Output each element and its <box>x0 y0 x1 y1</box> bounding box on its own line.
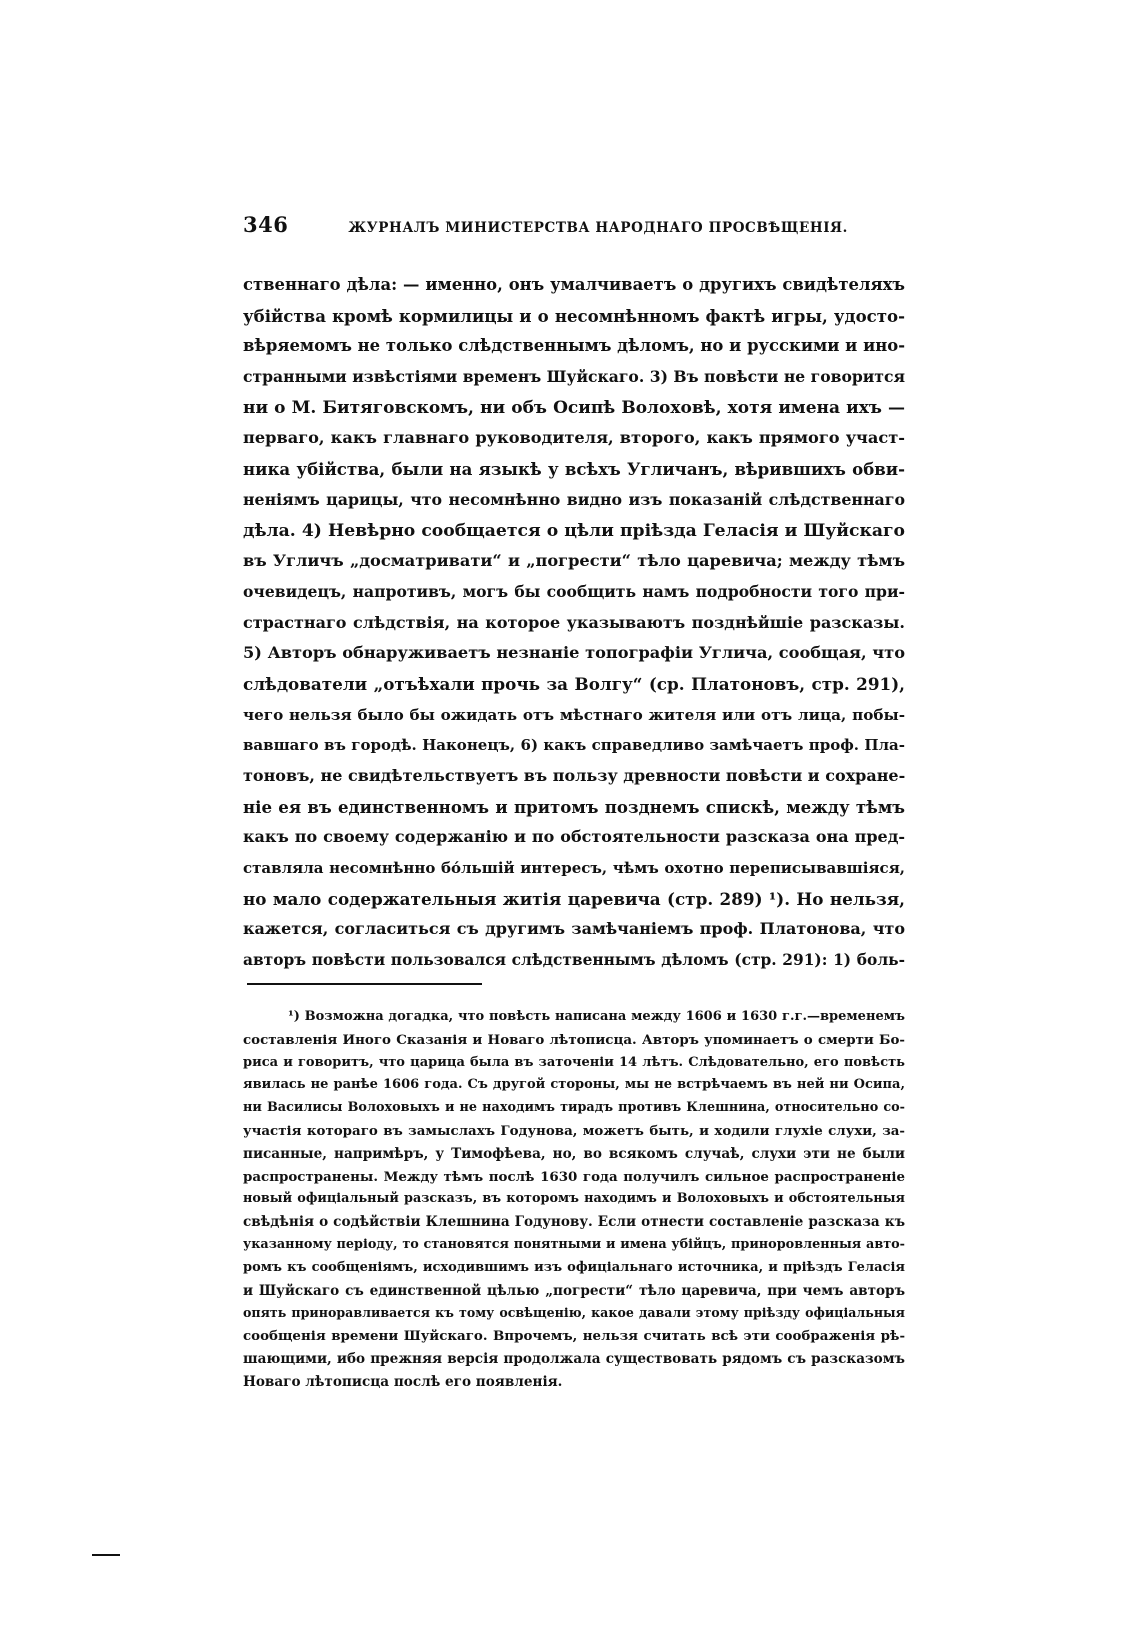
footnote-line: участія котораго въ замыслахъ Годунова, можетъ быть, и ходили глухіе слухи, за- <box>243 1122 905 1139</box>
text-line: дѣла. 4) Невѣрно сообщается о цѣли пріѣзда Геласія и Шуйскаго <box>243 520 905 541</box>
text-line: авторъ повѣсти пользовался слѣдственнымъ дѣломъ (стр. 291): 1) боль- <box>243 951 905 970</box>
footnote-line: шающими, ибо прежняя версія продолжала существовать рядомъ съ разсказомъ <box>243 1350 905 1367</box>
margin-mark <box>92 1554 120 1556</box>
text-line: 5) Авторъ обнаруживаетъ незнаніе топографіи Углича, сообщая, что <box>243 643 905 663</box>
text-line: ни о М. Битяговскомъ, ни объ Осипѣ Волоховѣ, хотя имена ихъ — <box>243 397 905 418</box>
page-number: 346 <box>243 212 289 237</box>
text-line: перваго, какъ главнаго руководителя, второго, какъ прямого участ- <box>243 428 905 448</box>
footnote-line: новый офиціальный разсказъ, въ которомъ находимъ и Волоховыхъ и обстоятельныя <box>243 1191 905 1207</box>
footnote-line: риса и говоритъ, что царица была въ заточеніи 14 лѣтъ. Слѣдовательно, его повѣсть <box>243 1054 905 1070</box>
text-line: тоновъ, не свидѣтельствуетъ въ пользу древности повѣсти и сохране- <box>243 766 905 785</box>
text-line: ніе ея въ единственномъ и притомъ позднемъ спискѣ, между тѣмъ <box>243 796 905 817</box>
text-line: очевидецъ, напротивъ, могъ бы сообщить намъ подробности того при- <box>243 581 905 601</box>
text-line: въ Угличъ „досматривати“ и „погрести“ тѣло царевича; между тѣмъ <box>243 551 905 571</box>
text-line: ника убійства, были на языкѣ у всѣхъ Угличанъ, вѣрившихъ обви- <box>243 459 905 480</box>
text-line: убійства кромѣ кормилицы и о несомнѣнномъ фактѣ игры, удосто- <box>243 305 905 326</box>
footnote-line: и Шуйскаго съ единственной цѣлью „погрести“ тѣло царевича, при чемъ авторъ <box>243 1282 905 1299</box>
footnote-divider <box>247 983 482 985</box>
text-line: неніямъ царицы, что несомнѣнно видно изъ показаній слѣдственнаго <box>243 489 905 509</box>
text-line: ставляла несомнѣнно бо́льшій интересъ, чѣмъ охотно переписывавшіяся, <box>243 859 905 878</box>
text-line: какъ по своему содержанію и по обстоятельности разсказа она пред- <box>243 827 905 847</box>
footnote-line: явилась не ранѣе 1606 года. Съ другой стороны, мы не встрѣчаемъ въ ней ни Осипа, <box>243 1077 905 1093</box>
text-line: слѣдователи „отъѣхали прочь за Волгу“ (ср. Платоновъ, стр. 291), <box>243 673 905 694</box>
footnote-line: свѣдѣнія о содѣйствіи Клешнина Годунову. Если отнести составленіе разсказа къ <box>243 1214 905 1231</box>
text-line: кажется, согласиться съ другимъ замѣчаніемъ проф. Платонова, что <box>243 919 905 939</box>
text-line: вавшаго въ городѣ. Наконецъ, 6) какъ справедливо замѣчаетъ проф. Пла- <box>243 736 905 755</box>
footnote-line: Новаго лѣтописца послѣ его появленія. <box>243 1373 563 1390</box>
footnote-line: опять приноравливается къ тому освѣщенію, какое давали этому пріѣзду офиціальныя <box>243 1305 905 1321</box>
footnote-line: писанные, напримѣръ, у Тимофѣева, но, во всякомъ случаѣ, слухи эти не были <box>243 1145 905 1162</box>
footnote-line: ни Василисы Волоховыхъ и не находимъ тирадъ противъ Клешнина, относительно со- <box>243 1100 905 1116</box>
footnote <box>243 1006 905 1394</box>
footnote-line: распространены. Между тѣмъ послѣ 1630 года получилъ сильное распространеніе <box>243 1168 905 1185</box>
running-title: ЖУРНАЛЪ МИНИСТЕРСТВА НАРОДНАГО ПРОСВѢЩЕНІЯ. <box>348 220 848 236</box>
footnote-line: составленія Иного Сказанія и Новаго лѣтописца. Авторъ упоминаетъ о смерти Бо- <box>243 1031 905 1048</box>
footnote-line: ¹) Возможна догадка, что повѣсть написана между 1606 и 1630 г.г.—временемъ <box>288 1009 905 1024</box>
text-line: но мало содержательныя житія царевича (стр. 289) ¹). Но нельзя, <box>243 888 905 909</box>
page-header <box>243 212 903 242</box>
text-line: ственнаго дѣла: — именно, онъ умалчиваетъ о другихъ свидѣтеляхъ <box>243 275 905 294</box>
footnote-line: указанному періоду, то становятся понятными и имена убійцъ, приноровленныя авто- <box>243 1236 905 1252</box>
main-text <box>243 270 905 976</box>
text-line: чего нельзя было бы ожидать отъ мѣстнаго жителя или отъ лица, побы- <box>243 705 905 724</box>
text-line: страстнаго слѣдствія, на которое указываютъ позднѣйшіе разсказы. <box>243 612 905 632</box>
text-line: вѣряемомъ не только слѣдственнымъ дѣломъ, но и русскими и ино- <box>243 336 905 356</box>
footnote-line: сообщенія времени Шуйскаго. Впрочемъ, нельзя считать всѣ эти соображенія рѣ- <box>243 1328 905 1345</box>
text-line: странными извѣстіями временъ Шуйскаго. 3) Въ повѣсти не говорится <box>243 367 905 387</box>
footnote-line: ромъ къ сообщеніямъ, исходившимъ изъ офиціальнаго источника, и пріѣздъ Геласія <box>243 1259 905 1275</box>
